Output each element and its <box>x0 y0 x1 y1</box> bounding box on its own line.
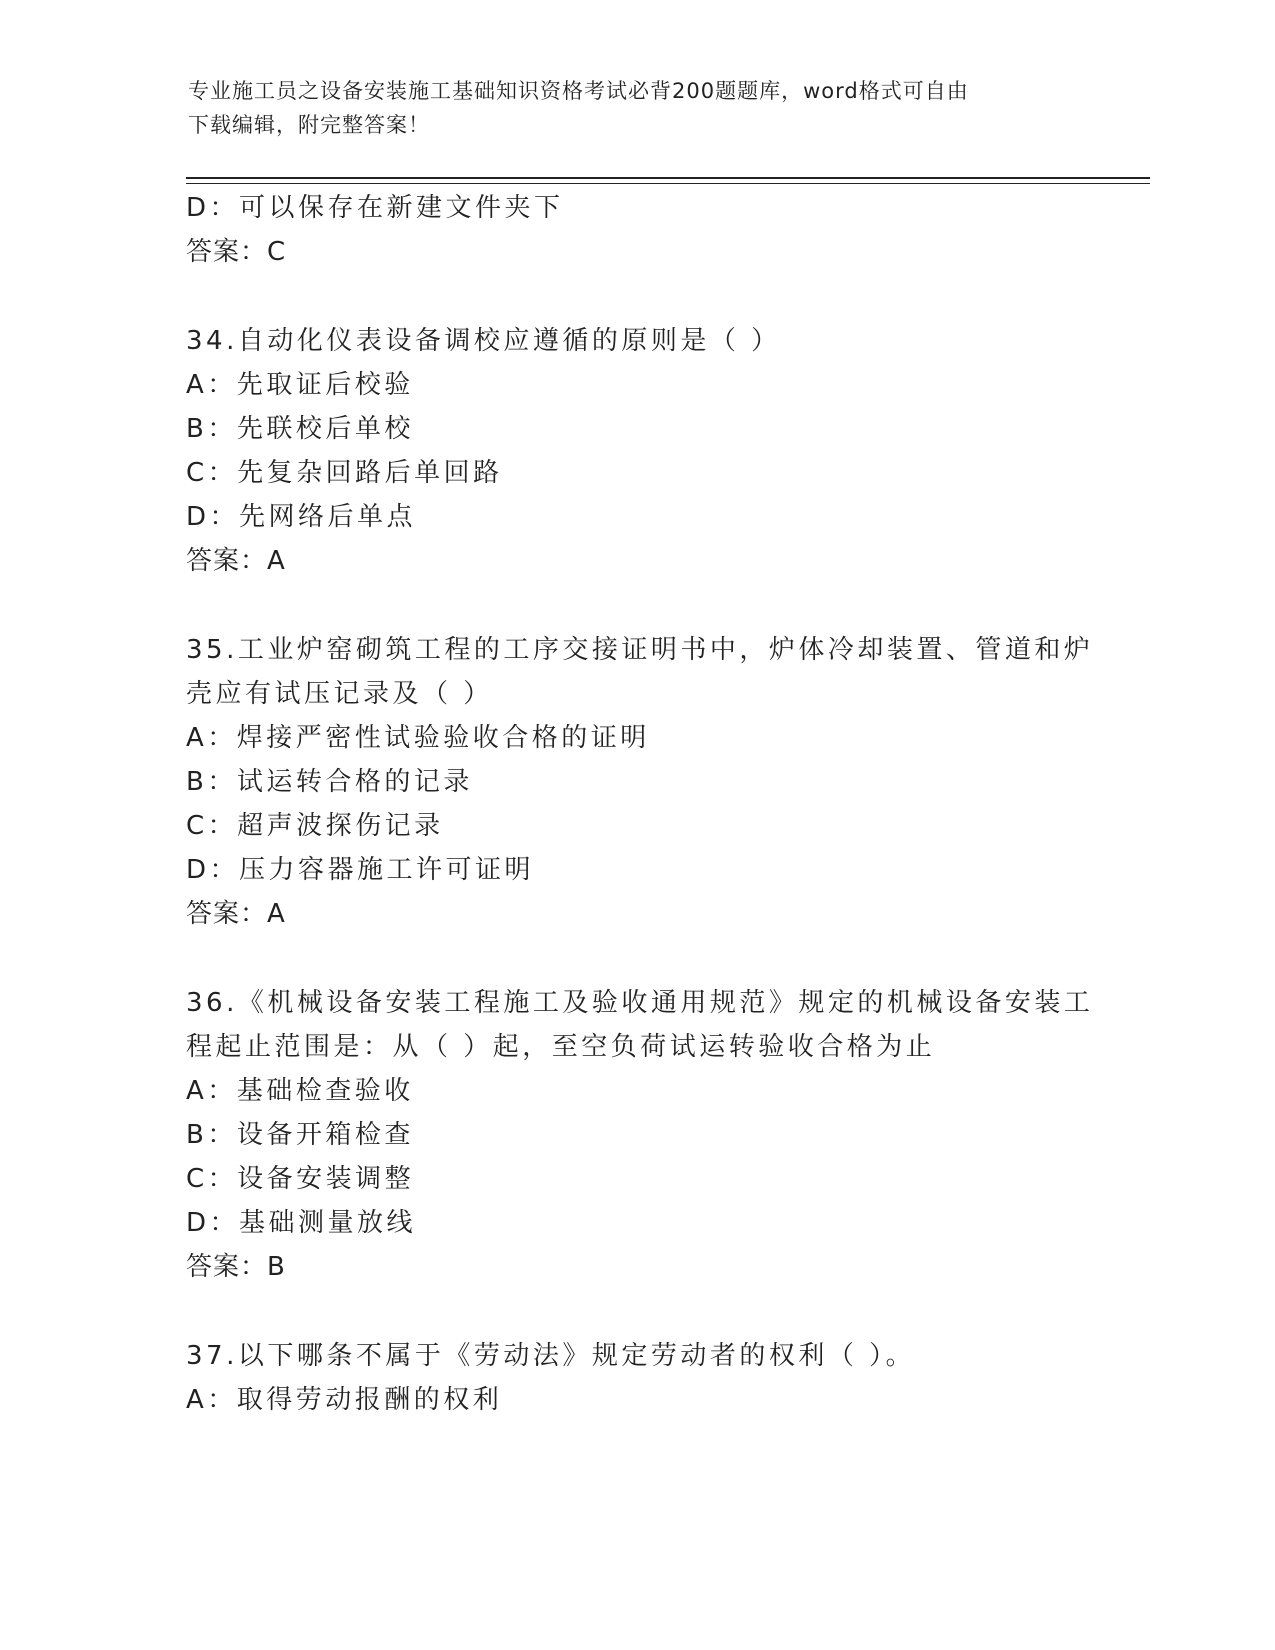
q37-option-a: A：取得劳动报酬的权利 <box>186 1385 503 1415</box>
header-line-2: 下载编辑，附完整答案！ <box>188 113 430 137</box>
q35-stem-line-2: 壳应有试压记录及（ ） <box>186 679 493 709</box>
q36-option-c: C：设备安装调整 <box>186 1164 415 1194</box>
q36-stem-line-1: 36.《机械设备安装工程施工及验收通用规范》规定的机械设备安装工 <box>186 988 1094 1018</box>
q36-option-b: B：设备开箱检查 <box>186 1120 414 1150</box>
prev-answer: 答案：C <box>186 237 287 267</box>
q35-answer: 答案：A <box>186 899 286 929</box>
q34-option-b: B：先联校后单校 <box>186 414 414 444</box>
q36-option-a: A：基础检查验收 <box>186 1076 414 1106</box>
q35-option-d: D：压力容器施工许可证明 <box>186 855 535 885</box>
document-header <box>188 74 1068 142</box>
q36-stem-line-2: 程起止范围是：从（ ）起，至空负荷试运转验收合格为止 <box>186 1032 936 1062</box>
q34-option-a: A：先取证后校验 <box>186 370 414 400</box>
q36-answer: 答案：B <box>186 1252 286 1282</box>
q35-option-c: C：超声波探伤记录 <box>186 811 444 841</box>
q37-stem: 37.以下哪条不属于《劳动法》规定劳动者的权利（ ）。 <box>186 1341 916 1371</box>
q34-answer: 答案：A <box>186 546 286 576</box>
q34-option-c: C：先复杂回路后单回路 <box>186 458 503 488</box>
q34-stem: 34.自动化仪表设备调校应遵循的原则是（ ） <box>186 326 781 356</box>
q35-option-b: B：试运转合格的记录 <box>186 767 473 797</box>
q35-stem-line-1: 35.工业炉窑砌筑工程的工序交接证明书中，炉体冷却装置、管道和炉 <box>186 635 1094 665</box>
q36-option-d: D：基础测量放线 <box>186 1208 417 1238</box>
header-line-1: 专业施工员之设备安装施工基础知识资格考试必背200题题库，word格式可自由 <box>188 79 969 103</box>
prev-option-d: D：可以保存在新建文件夹下 <box>186 193 564 223</box>
q35-option-a: A：焊接严密性试验验收合格的证明 <box>186 723 650 753</box>
header-divider-thick <box>186 177 1150 179</box>
q34-option-d: D：先网络后单点 <box>186 502 417 532</box>
header-divider-thin <box>186 183 1150 184</box>
